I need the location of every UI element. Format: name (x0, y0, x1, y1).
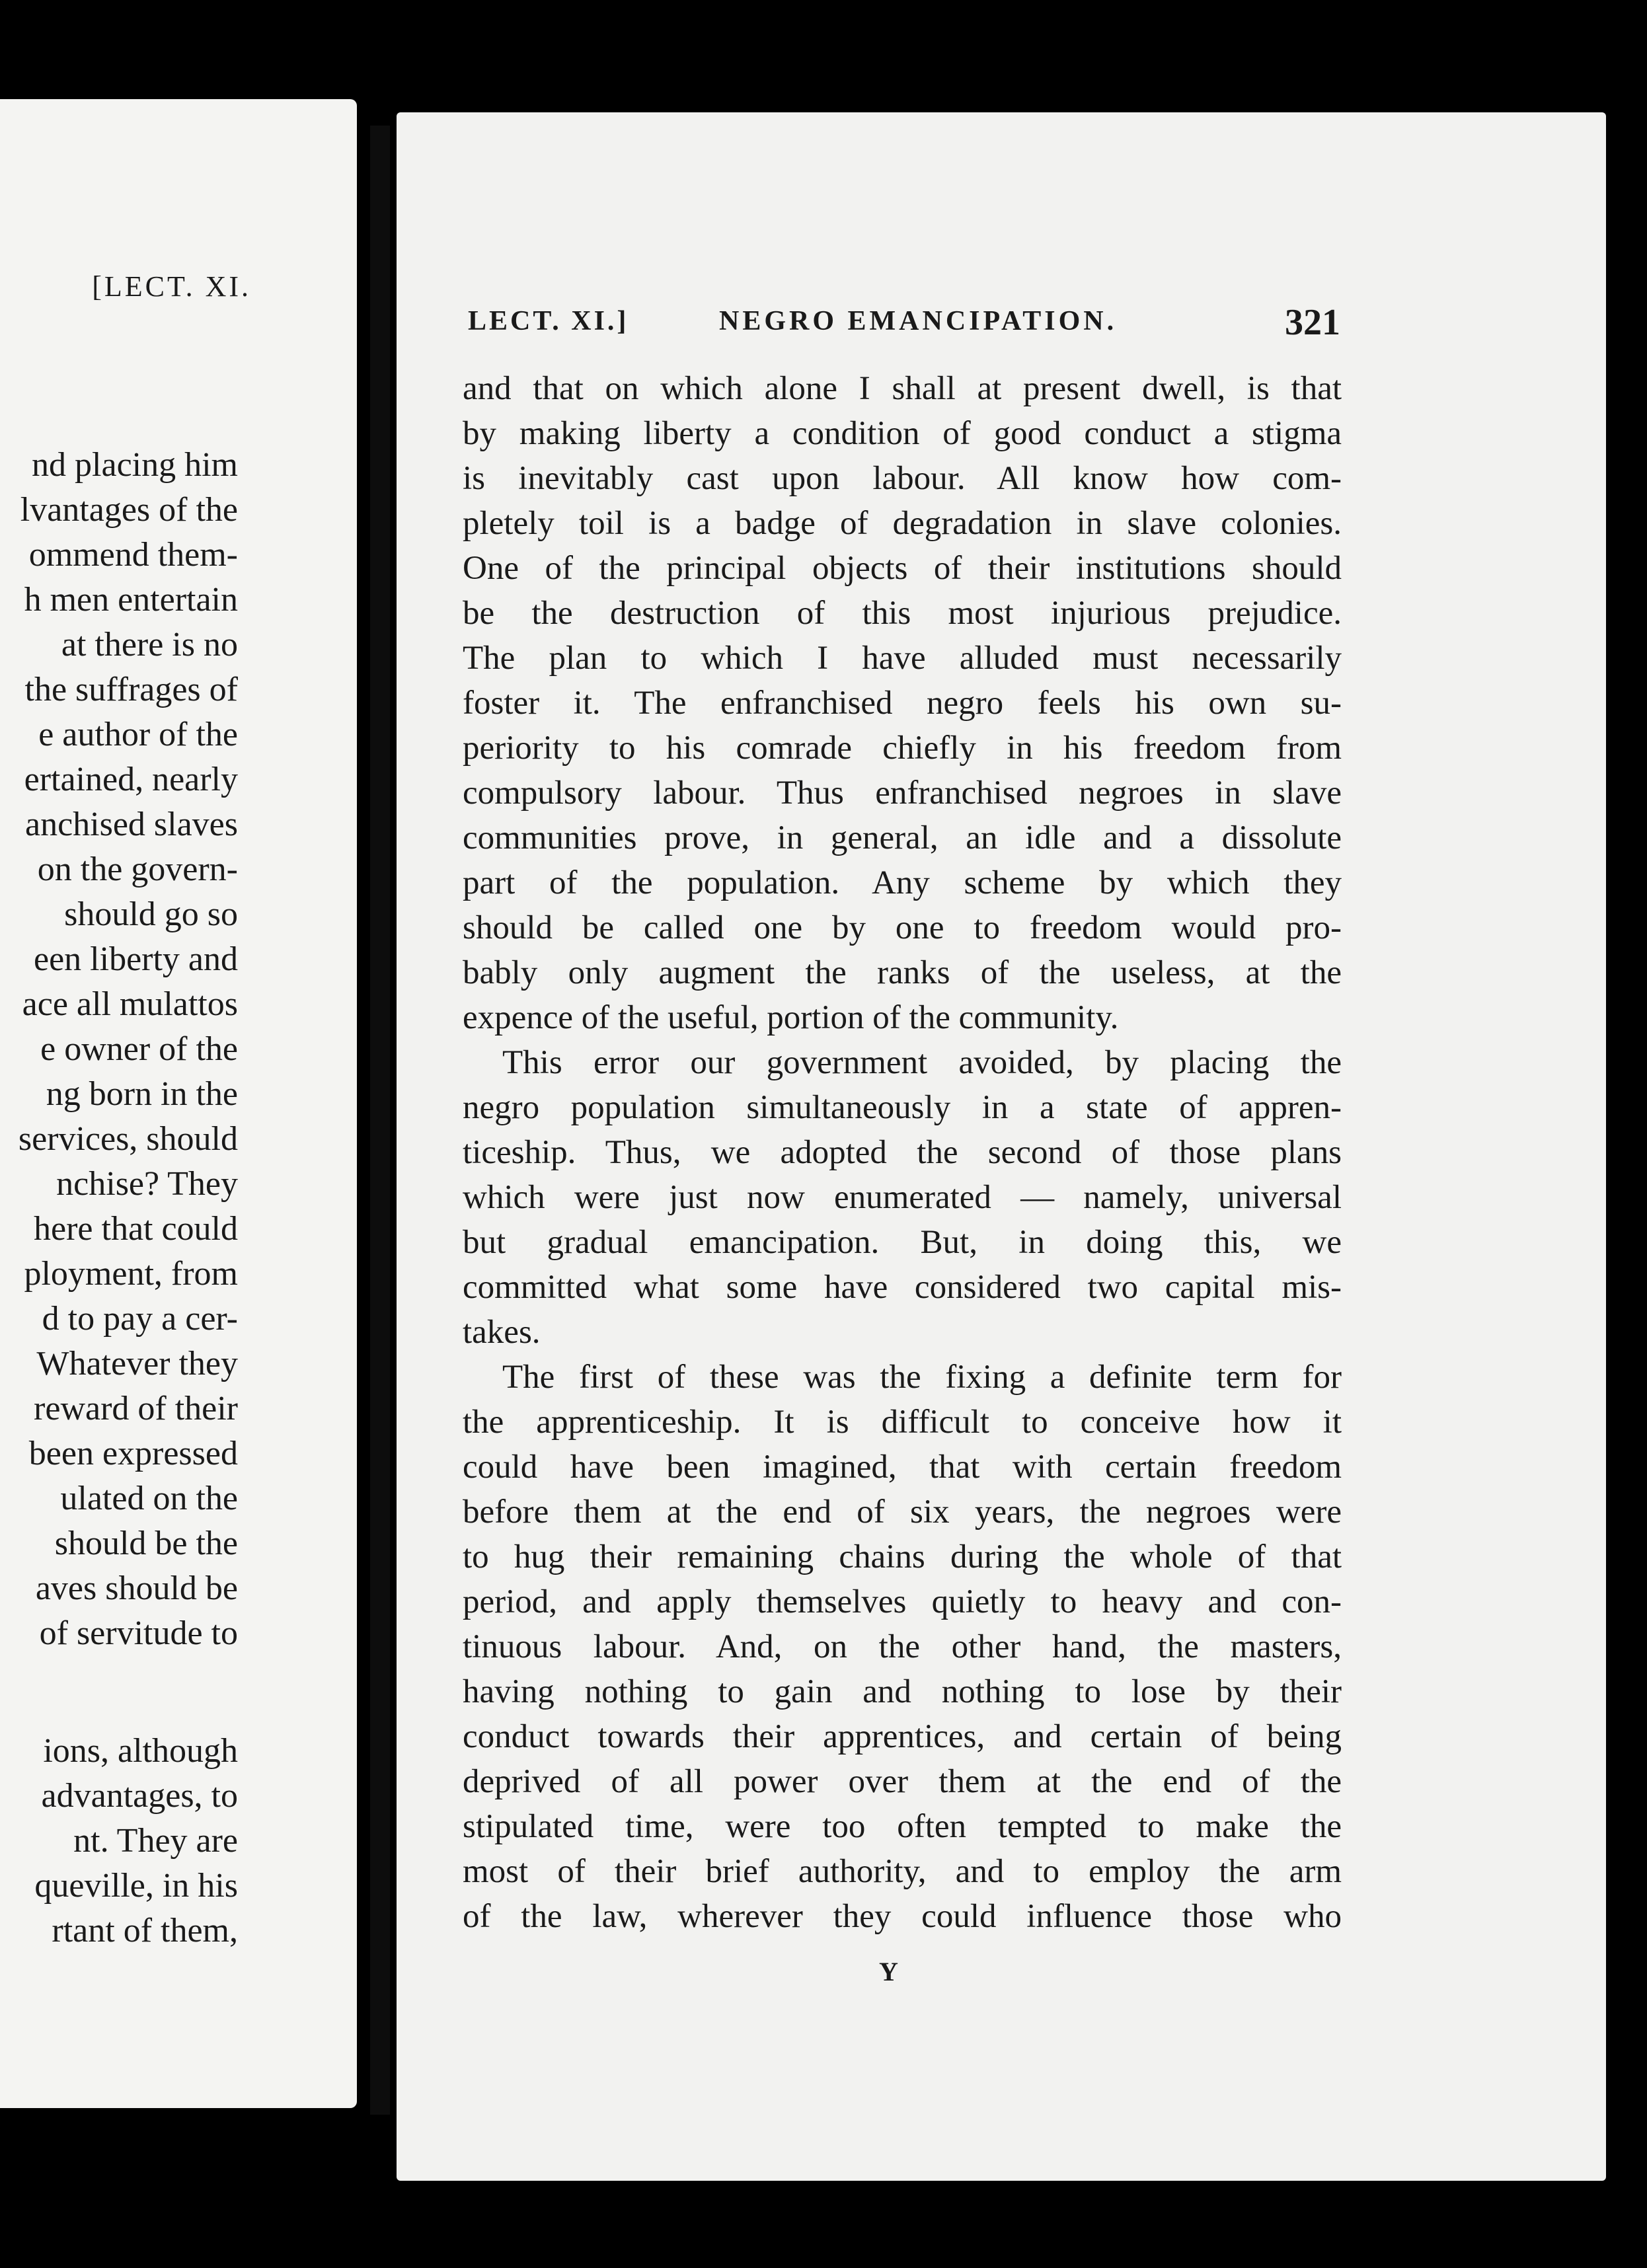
left-running-head: [LECT. XI. (92, 270, 251, 303)
text-line: to hug their remaining chains during the whole of that (463, 1538, 1342, 1575)
body-text (463, 366, 1342, 1939)
paragraph-gap (0, 1656, 238, 1729)
left-text-line: the suffrages of (24, 671, 238, 708)
left-text-line: rtant of them, (52, 1912, 238, 1949)
signature-mark: Y (879, 1957, 898, 1986)
text-line: the apprenticeship. It is difficult to conceive how it (463, 1404, 1342, 1441)
running-head-lecture: LECT. XI.] (468, 306, 629, 336)
text-line: but gradual emancipation. But, in doing this, we (463, 1224, 1342, 1261)
left-text-line: should go so (64, 895, 238, 933)
text-line: takes. (463, 1314, 541, 1351)
facing-page-left (0, 99, 357, 2108)
left-text-line: lvantages of the (20, 491, 238, 529)
running-head (468, 301, 1340, 348)
left-text-line: e author of the (38, 716, 238, 753)
page-right (397, 112, 1606, 2181)
left-text-line: services, should (18, 1120, 238, 1158)
text-line: deprived of all power over them at the end of the (463, 1763, 1342, 1800)
left-text-line: ulated on the (60, 1480, 238, 1517)
left-text-line: Whatever they (36, 1345, 238, 1382)
left-text-line: nt. They are (73, 1822, 238, 1860)
text-line: of the law, wherever they could influence those who (463, 1898, 1342, 1935)
left-text-line: should be the (54, 1525, 238, 1562)
left-text-line: anchised slaves (24, 806, 238, 843)
text-line: The first of these was the fixing a definite term for (502, 1359, 1342, 1396)
text-line: stipulated time, were too often tempted to make the (463, 1808, 1342, 1845)
left-text-line: een liberty and (34, 940, 238, 978)
text-line: communities prove, in general, an idle and a dissolute (463, 819, 1342, 856)
running-head-title: NEGRO EMANCIPATION. (719, 306, 1118, 336)
text-line: part of the population. Any scheme by which they (463, 864, 1342, 901)
left-text-line: been expressed (28, 1435, 238, 1472)
text-line: negro population simultaneously in a state of appren- (463, 1089, 1342, 1126)
left-text-line: aves should be (35, 1569, 238, 1607)
left-text-line: nchise? They (56, 1165, 238, 1203)
text-line: period, and apply themselves quietly to heavy and con- (463, 1583, 1342, 1620)
text-line: The plan to which I have alluded must necessarily (463, 640, 1342, 677)
text-line: before them at the end of six years, the negroes were (463, 1493, 1342, 1531)
left-text-line: ng born in the (46, 1075, 238, 1113)
left-text-line: e owner of the (40, 1030, 238, 1068)
text-line: One of the principal objects of their institutions should (463, 550, 1342, 587)
text-line: tinuous labour. And, on the other hand, the masters, (463, 1628, 1342, 1665)
text-line: periority to his comrade chiefly in his freedom from (463, 730, 1342, 767)
text-line: be the destruction of this most injurious prejudice. (463, 595, 1342, 632)
left-text-line: h men entertain (24, 581, 238, 619)
text-line: compulsory labour. Thus enfranchised negroes in slave (463, 775, 1342, 812)
text-line: and that on which alone I shall at present dwell, is that (463, 370, 1342, 407)
text-line: having nothing to gain and nothing to lose by their (463, 1673, 1342, 1710)
text-line: conduct towards their apprentices, and certain of being (463, 1718, 1342, 1755)
left-text-line: nd placing him (32, 446, 238, 484)
text-line: foster it. The enfranchised negro feels his own su- (463, 685, 1342, 722)
text-line: expence of the useful, portion of the community. (463, 999, 1119, 1036)
left-text-line: reward of their (34, 1390, 238, 1427)
left-text-line: queville, in his (34, 1867, 238, 1905)
text-line: This error our government avoided, by placing the (502, 1044, 1342, 1081)
left-text-line: at there is no (61, 626, 238, 663)
left-text-line: advantages, to (41, 1777, 238, 1815)
text-line: most of their brief authority, and to employ the arm (463, 1853, 1342, 1890)
text-line: bably only augment the ranks of the useless, at the (463, 954, 1342, 991)
text-line: should be called one by one to freedom would pro- (463, 909, 1342, 946)
left-text-line: ertained, nearly (24, 761, 238, 798)
text-line: ticeship. Thus, we adopted the second of those plans (463, 1134, 1342, 1171)
left-text-line: d to pay a cer- (42, 1300, 238, 1338)
text-line: by making liberty a condition of good conduct a stigma (463, 415, 1342, 452)
text-line: pletely toil is a badge of degradation in slave colonies. (463, 505, 1342, 542)
left-text-line: ployment, from (24, 1255, 238, 1293)
left-text-line: of servitude to (39, 1614, 238, 1652)
text-line: which were just now enumerated — namely, universal (463, 1179, 1342, 1216)
text-line: committed what some have considered two capital mis- (463, 1269, 1342, 1306)
left-text-line: on the govern- (37, 850, 238, 888)
left-text-line: ace all mulattos (22, 985, 238, 1023)
left-text-line: ommend them- (28, 536, 238, 574)
book-gutter (370, 126, 390, 2115)
text-line: could have been imagined, that with certain freedom (463, 1449, 1342, 1486)
left-text-line: here that could (34, 1210, 238, 1248)
text-line: is inevitably cast upon labour. All know how com- (463, 460, 1342, 497)
page-number: 321 (1285, 302, 1340, 343)
left-text-line: ions, although (43, 1732, 238, 1770)
left-page-text (0, 443, 238, 1953)
